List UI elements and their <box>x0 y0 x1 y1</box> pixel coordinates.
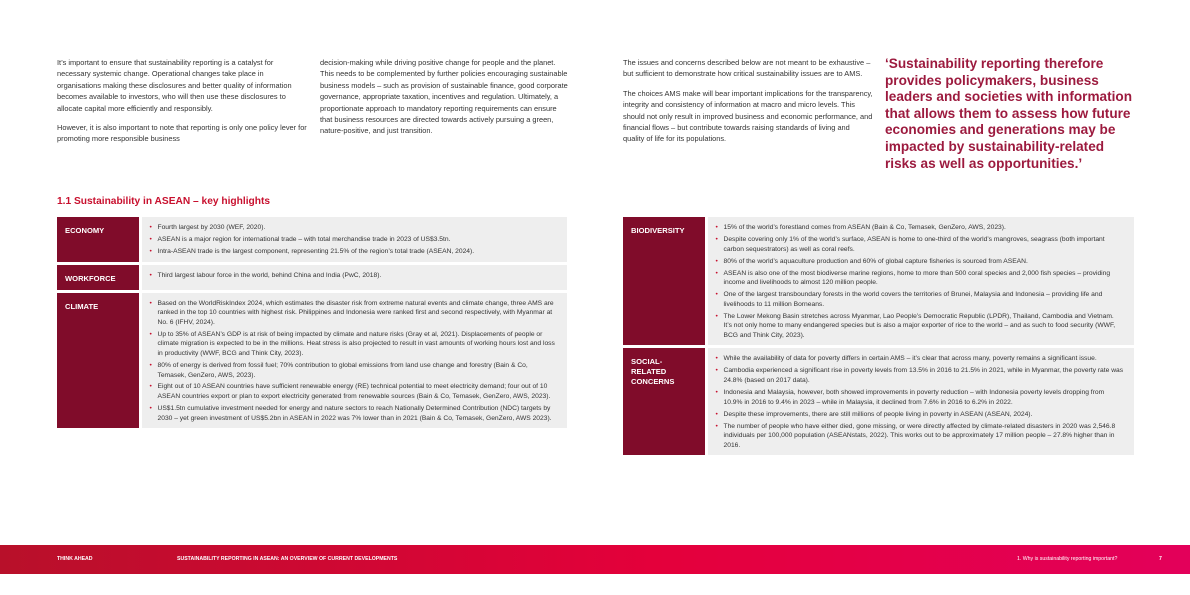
row-content <box>140 291 567 428</box>
footer-section-name: 1. Why is sustainability reporting important? <box>1017 556 1118 562</box>
list-item: • While the availability of data for poverty differs in certain AMS – it’s clear that across many, poverty remains a significant issue. <box>716 354 1125 364</box>
table-row <box>57 263 567 291</box>
list-item: • One of the largest transboundary forests in the world covers the territories of Brunei, Malaysia and Indonesia – providing life and livelihoods to 11 million Borneans. <box>716 290 1125 309</box>
list-item: • Up to 35% of ASEAN’s GDP is at risk of being impacted by climate and nature risks (Gray et al, 2021). Displacements of people or climate migration is expected to be in the millions. Heat stress is also projected to result in vast amounts of working hours lost and loss in productivity (WWF, BCG and Think City, 2023). <box>150 330 558 359</box>
list-item: • Based on the WorldRiskIndex 2024, which estimates the disaster risk from extreme natural events and climate change, three AMS are ranked in the top 10 countries with highest risk. Philippines and Indonesia were ranked first and second respectively, with Myanmar at No. 6 (IFHV, 2024). <box>150 299 558 328</box>
list-item: • Cambodia experienced a significant rise in poverty levels from 13.5% in 2016 to 21.5% in 2021, while in Myanmar, the poverty rate was 24.8% (based on 2017 data). <box>716 366 1125 385</box>
paragraph: decision-making while driving positive change for people and the planet. This needs to be complemented by further policies encouraging sustainable business models – such as provision of sustainable finance, good corporate governance, appropriate taxation, incentives and regulation. Ultimately, a proportionate approach to mandatory reporting requirements can ensure that business resources are directed towards actively pursuing a green, nature-positive, and just transition. <box>320 58 568 136</box>
intro-column-3 <box>623 57 873 145</box>
row-label-line: SOCIAL- <box>631 357 663 367</box>
list-item: • Fourth largest by 2030 (WEF, 2020). <box>150 223 558 233</box>
table-row <box>57 291 567 428</box>
row-content <box>706 347 1134 455</box>
list-item: • 80% of energy is derived from fossil fuel; 70% contribution to global emissions from land use change and forestry (Bain & Co, Temasek, GenZero, AWS, 2023). <box>150 361 558 380</box>
row-content <box>706 217 1134 347</box>
row-label-line: RELATED <box>631 367 667 377</box>
pull-quote: ‘Sustainability reporting therefore provides policymakers, business leaders and societies with information that allows them to assess how future economies and generations may be impacted by sustainability-related risks as well as opportunities.’ <box>885 56 1133 171</box>
row-label: BIODIVERSITY <box>623 217 706 347</box>
footer-brand: THINK AHEAD <box>57 556 93 562</box>
row-label: ECONOMY <box>57 217 140 263</box>
row-content <box>140 217 567 263</box>
row-label: CLIMATE <box>57 291 140 428</box>
list-item: • Indonesia and Malaysia, however, both showed improvements in poverty reduction – with Indonesia poverty levels dropping from 10.9% in 2016 to 9.4% in 2023 – while in Malaysia, it declined from 7.6% in 2016 to 6.2% in 2022. <box>716 388 1125 407</box>
row-label: WORKFORCE <box>57 263 140 291</box>
page-number: 7 <box>1159 556 1162 562</box>
intro-column-1 <box>57 57 309 145</box>
list-item: • Intra-ASEAN trade is the largest component, representing 21.5% of the region’s total trade (ASEAN, 2024). <box>150 247 558 257</box>
list-item: • 80% of the world’s aquaculture production and 60% of global capture fisheries is sourced from ASEAN. <box>716 257 1125 267</box>
paragraph: It’s important to ensure that sustainability reporting is a catalyst for necessary systemic change. Operational changes take place in organisations making these disclosures and better quality of information becomes available to investors, who will then use these disclosures to allocate capital more efficiently and responsibly. <box>57 58 292 113</box>
list-item: • Eight out of 10 ASEAN countries have sufficient renewable energy (RE) technical potential to meet electricity demand; four out of 10 ASEAN countries export or plan to export electricity generated from renewable sources (Bain & Co, Temasek, GenZero, AWS, 2023). <box>150 382 558 401</box>
list-item: • The number of people who have either died, gone missing, or were directly affected by climate-related disasters in 2020 was 2,546.8 individuals per 100,000 population (ASEANstats, 2022). This works out to be approximately 17 million people – 27.8% higher than in 2016. <box>716 422 1125 451</box>
table-row <box>57 217 567 263</box>
row-label <box>623 347 706 455</box>
list-item: • 15% of the world’s forestland comes from ASEAN (Bain & Co, Temasek, GenZero, AWS, 2023). <box>716 223 1125 233</box>
list-item: • ASEAN is a major region for international trade – with total merchandise trade in 2023 of US$3.5tn. <box>150 235 558 245</box>
row-content <box>140 263 567 291</box>
paragraph: The issues and concerns described below are not meant to be exhaustive – but sufficient to demonstrate how critical sustainability issues are to AMS. <box>623 58 871 79</box>
section-title: 1.1 Sustainability in ASEAN – key highlights <box>57 196 271 207</box>
page-footer <box>0 545 1190 574</box>
list-item: • The Lower Mekong Basin stretches across Myanmar, Lao People’s Democratic Republic (LPDR), Thailand, Cambodia and Vietnam. It’s not only home to many endangered species but is also a major exporter of rice to the world – and as such to food security (WWF, BCG and Think City, 2023). <box>716 312 1125 341</box>
list-item: • Despite these improvements, there are still millions of people living in poverty in ASEAN (ASEAN, 2024). <box>716 410 1125 420</box>
highlights-table-right <box>623 217 1134 455</box>
footer-document-title: SUSTAINABILITY REPORTING IN ASEAN: AN OVERVIEW OF CURRENT DEVELOPMENTS <box>177 556 398 562</box>
list-item: • Despite covering only 1% of the world’s surface, ASEAN is home to one-third of the world’s mangroves, seagrass (both important carbon sequestrators) as well as coral reefs. <box>716 235 1125 254</box>
table-row <box>623 347 1134 455</box>
list-item: • Third largest labour force in the world, behind China and India (PwC, 2018). <box>150 271 558 281</box>
list-item: • ASEAN is also one of the most biodiverse marine regions, home to more than 500 coral species and 2,000 fish species – providing income and livelihoods to almost 120 million people. <box>716 269 1125 288</box>
list-item: • US$1.5tn cumulative investment needed for energy and nature sectors to reach Nationally Determined Contribution (NDC) targets by 2030 – yet green investment of US$5.2bn in ASEAN in 2022 was 7% lower than in 2021 (Bain & Co, Temasek, GenZero, AWS 2023). <box>150 404 558 423</box>
highlights-table-left <box>57 217 567 428</box>
paragraph: The choices AMS make will bear important implications for the transparency, integrity and consistency of information at macro and micro levels. This should not only result in improved business and economic performance, and financial flows – but contribute towards raising standards of living and quality of life for its populations. <box>623 88 873 144</box>
paragraph: However, it is also important to note that reporting is only one policy lever for promoting more responsible business <box>57 123 307 144</box>
row-label-line: CONCERNS <box>631 377 675 387</box>
intro-column-2 <box>320 57 570 137</box>
table-row <box>623 217 1134 347</box>
